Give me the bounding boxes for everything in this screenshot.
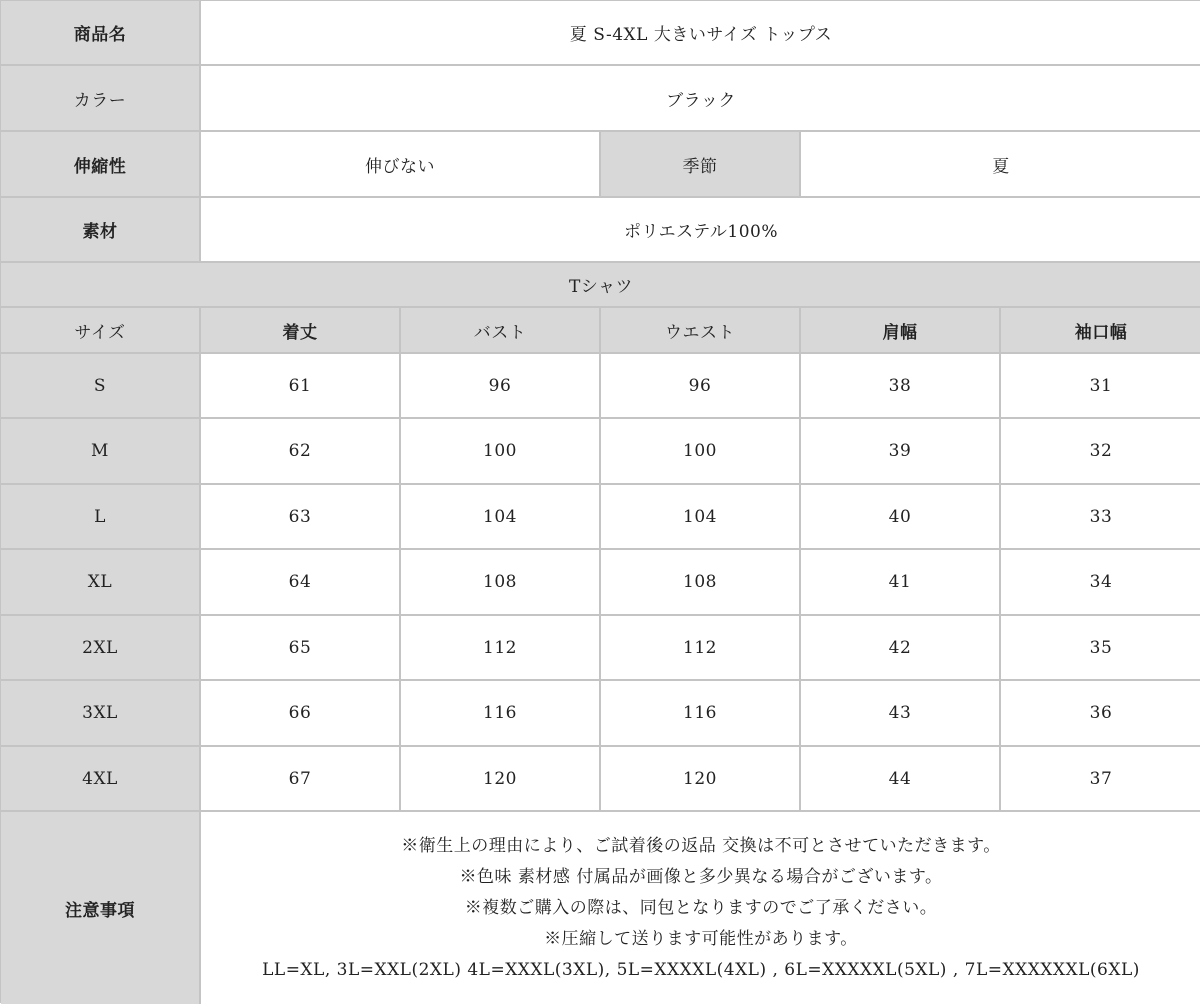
- shoulder-header: 肩幅: [801, 308, 1001, 354]
- cuff-header: 袖口幅: [1001, 308, 1200, 354]
- notes-label: 注意事項: [1, 812, 201, 1004]
- waist-header: ウエスト: [601, 308, 801, 354]
- table-cell: 33: [1001, 485, 1200, 550]
- color-value: ブラック: [201, 66, 1200, 132]
- color-label: カラー: [1, 66, 201, 132]
- season-value: 夏: [801, 132, 1200, 198]
- bust-header: バスト: [401, 308, 601, 354]
- table-cell: 104: [601, 485, 801, 550]
- table-row-size: 4XL: [1, 747, 201, 812]
- table-cell: 120: [401, 747, 601, 812]
- note-line: ※圧縮して送ります可能性があります。: [544, 928, 858, 949]
- table-cell: 67: [201, 747, 401, 812]
- table-cell: 104: [401, 485, 601, 550]
- table-cell: 116: [601, 681, 801, 747]
- length-header: 着丈: [201, 308, 401, 354]
- table-cell: 108: [401, 550, 601, 616]
- table-cell: 100: [401, 419, 601, 485]
- table-cell: 120: [601, 747, 801, 812]
- product-name-value: 夏 S-4XL 大きいサイズ トップス: [201, 1, 1200, 66]
- table-cell: 32: [1001, 419, 1200, 485]
- table-cell: 38: [801, 354, 1001, 419]
- table-row-size: XL: [1, 550, 201, 616]
- table-cell: 62: [201, 419, 401, 485]
- table-row-size: 2XL: [1, 616, 201, 681]
- season-label: 季節: [601, 132, 801, 198]
- table-cell: 44: [801, 747, 1001, 812]
- table-cell: 63: [201, 485, 401, 550]
- stretch-label: 伸縮性: [1, 132, 201, 198]
- size-header: サイズ: [1, 308, 201, 354]
- table-cell: 42: [801, 616, 1001, 681]
- table-cell: 40: [801, 485, 1001, 550]
- material-label: 素材: [1, 198, 201, 263]
- table-cell: 61: [201, 354, 401, 419]
- table-cell: 65: [201, 616, 401, 681]
- table-cell: 64: [201, 550, 401, 616]
- table-row-size: M: [1, 419, 201, 485]
- note-line: ※複数ご購入の際は、同包となりますのでご了承ください。: [464, 897, 938, 918]
- product-name-label: 商品名: [1, 1, 201, 66]
- table-cell: 116: [401, 681, 601, 747]
- table-cell: 35: [1001, 616, 1200, 681]
- table-cell: 41: [801, 550, 1001, 616]
- table-cell: 112: [401, 616, 601, 681]
- table-cell: 43: [801, 681, 1001, 747]
- table-cell: 37: [1001, 747, 1200, 812]
- note-line: ※衛生上の理由により、ご試着後の返品 交換は不可とさせていただきます。: [401, 835, 1001, 856]
- table-cell: 31: [1001, 354, 1200, 419]
- table-row-size: L: [1, 485, 201, 550]
- notes-body: [201, 812, 1200, 1004]
- table-row-size: S: [1, 354, 201, 419]
- note-line: LL=XL, 3L=XXL(2XL) 4L=XXXL(3XL), 5L=XXXXL(4XL) , 6L=XXXXXL(5XL) , 7L=XXXXXXL(6XL): [262, 959, 1140, 980]
- table-cell: 34: [1001, 550, 1200, 616]
- table-cell: 39: [801, 419, 1001, 485]
- note-line: ※色味 素材感 付属品が画像と多少異なる場合がございます。: [459, 866, 943, 887]
- table-cell: 108: [601, 550, 801, 616]
- table-cell: 96: [401, 354, 601, 419]
- table-cell: 100: [601, 419, 801, 485]
- material-value: ポリエステル100%: [201, 198, 1200, 263]
- table-cell: 36: [1001, 681, 1200, 747]
- size-table-title: Tシャツ: [1, 263, 1200, 308]
- table-cell: 96: [601, 354, 801, 419]
- table-row-size: 3XL: [1, 681, 201, 747]
- stretch-value: 伸びない: [201, 132, 601, 198]
- table-cell: 112: [601, 616, 801, 681]
- table-cell: 66: [201, 681, 401, 747]
